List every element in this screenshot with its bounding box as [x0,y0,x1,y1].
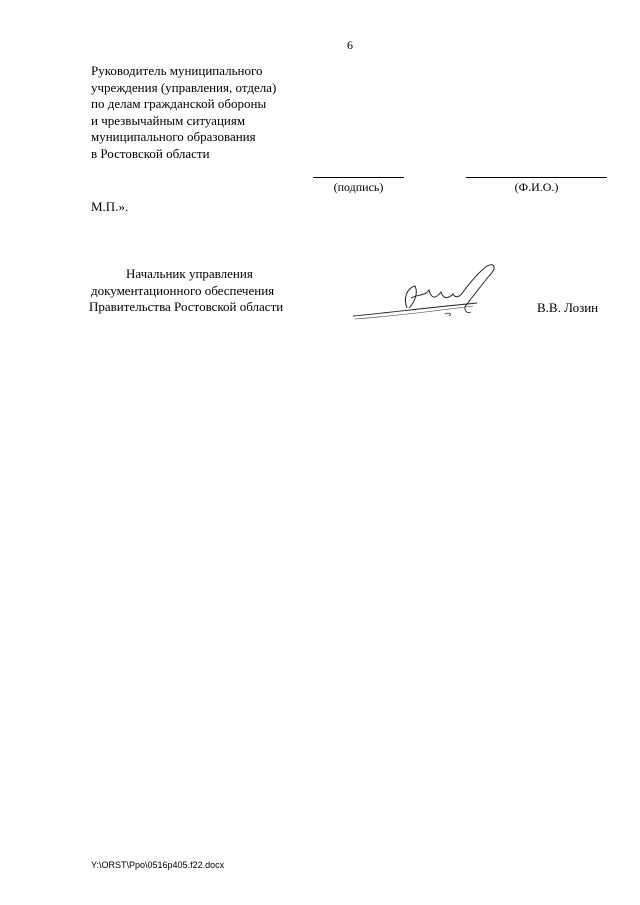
signature-line [313,177,404,178]
stamp-place-label: М.П.». [91,199,129,214]
signatory-title-line: Правительства Ростовской области [89,299,284,314]
signature-caption: (подпись) [333,180,384,194]
footer-file-path: Y:\ORST\Ppo\0516p405.f22.docx [91,860,225,870]
position-line: муниципального образования [91,129,256,144]
signatory-title-line: документационного обеспечения [91,282,275,298]
position-line: и чрезвычайным ситуациям [91,112,246,128]
name-line [466,177,607,178]
position-line: Руководитель муниципального [91,63,263,78]
page-number: 6 [347,38,353,52]
name-caption: (Ф.И.О.) [514,180,559,194]
position-line: в Ростовской области [91,145,210,161]
position-line: учреждения (управления, отдела) [91,79,277,95]
signatory-name: В.В. Лозин [537,300,599,315]
handwritten-signature [345,258,515,328]
signatory-title-line: Начальник управления [126,266,253,281]
signatory-title [89,266,283,316]
position-block [91,63,276,162]
position-line: по делам гражданской обороны [91,96,267,111]
